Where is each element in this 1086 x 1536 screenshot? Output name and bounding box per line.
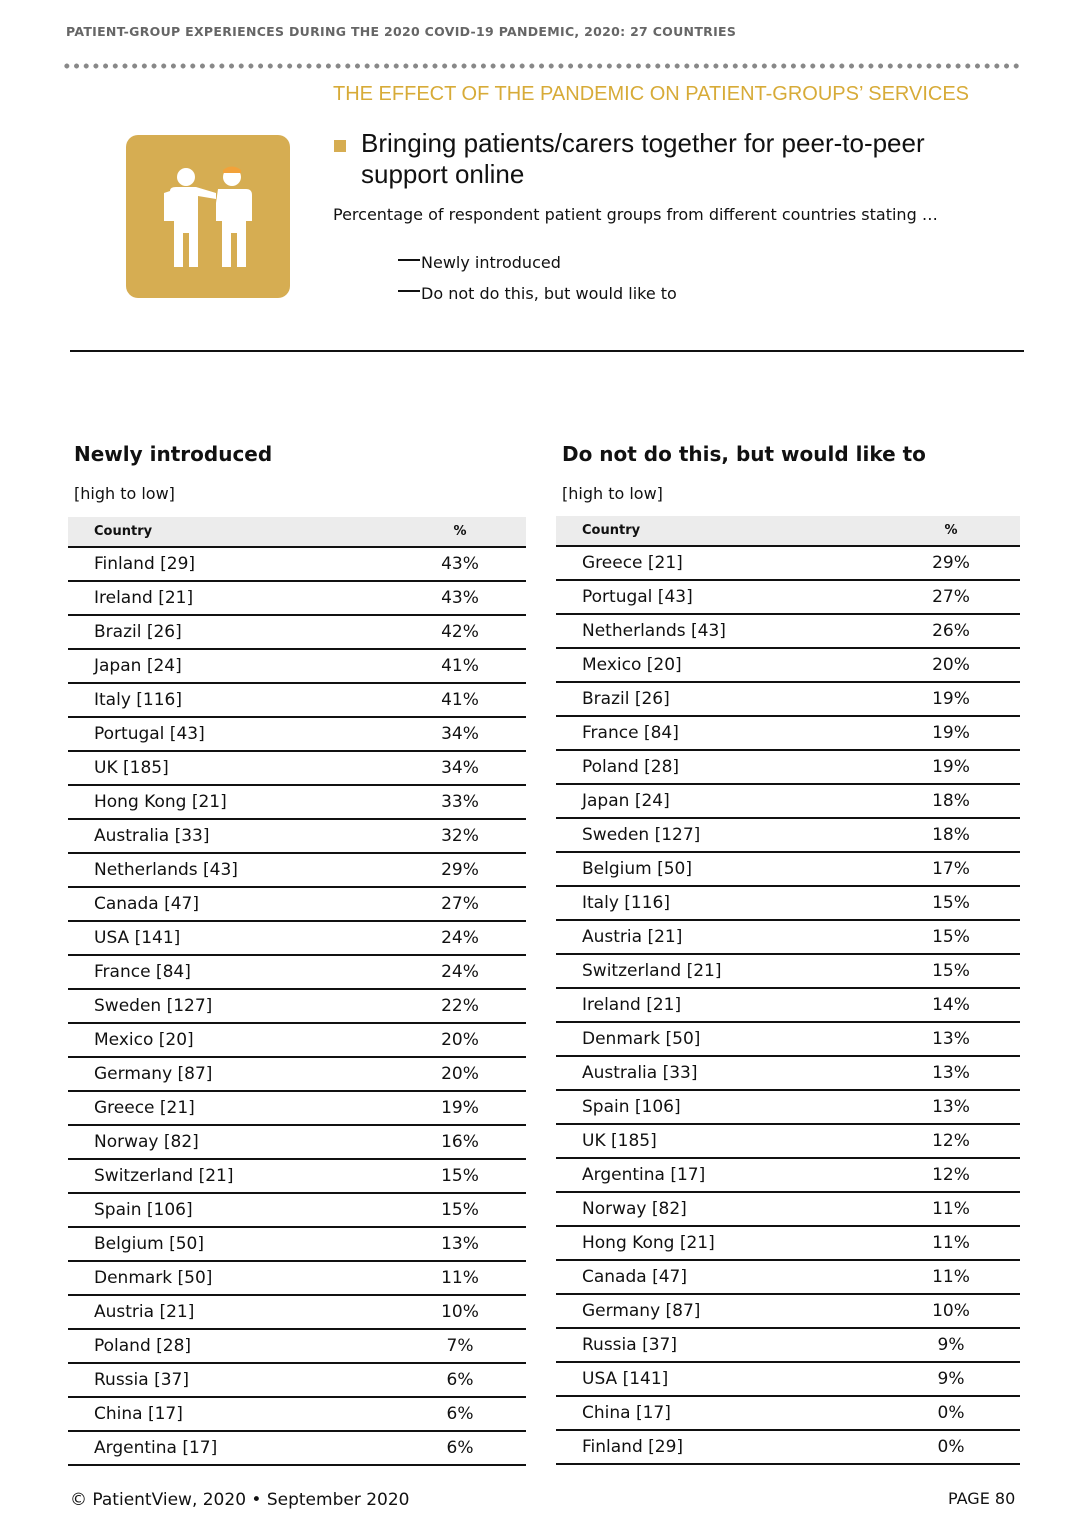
column-header-percent: % [394, 517, 526, 547]
percent-cell: 12% [882, 1124, 1020, 1158]
table-row [556, 1158, 1020, 1192]
table-row [68, 547, 526, 581]
country-cell: Austria [21] [556, 920, 882, 954]
percent-cell: 11% [882, 1260, 1020, 1294]
column-header-country: Country [68, 517, 394, 547]
table-row [556, 1362, 1020, 1396]
percent-cell: 24% [394, 955, 526, 989]
would-like-to-table [556, 516, 1020, 1465]
percent-cell: 14% [882, 988, 1020, 1022]
country-cell: Australia [33] [556, 1056, 882, 1090]
legend-item-would-like-to [398, 284, 677, 303]
percent-cell: 15% [882, 886, 1020, 920]
country-cell: Mexico [20] [68, 1023, 394, 1057]
table-row [68, 1159, 526, 1193]
country-cell: Canada [47] [68, 887, 394, 921]
page-number: PAGE 80 [948, 1489, 1016, 1508]
percent-cell: 33% [394, 785, 526, 819]
table-row [68, 785, 526, 819]
percent-cell: 22% [394, 989, 526, 1023]
heading-bullet [334, 140, 346, 152]
percent-cell: 13% [882, 1022, 1020, 1056]
topic-subheading: Percentage of respondent patient groups from different countries stating … [333, 205, 938, 224]
table-row [556, 750, 1020, 784]
country-cell: Denmark [50] [68, 1261, 394, 1295]
table-row [556, 1328, 1020, 1362]
percent-cell: 19% [882, 682, 1020, 716]
table-row [68, 751, 526, 785]
country-cell: Russia [37] [68, 1363, 394, 1397]
country-cell: Finland [29] [68, 547, 394, 581]
country-cell: Ireland [21] [556, 988, 882, 1022]
country-cell: Japan [24] [68, 649, 394, 683]
table-row [68, 853, 526, 887]
table-row [68, 717, 526, 751]
country-cell: France [84] [68, 955, 394, 989]
country-cell: UK [185] [556, 1124, 882, 1158]
topic-heading: Bringing patients/carers together for peer-to-peer support online [361, 128, 925, 189]
newly-introduced-table [68, 517, 526, 1466]
percent-cell: 13% [882, 1056, 1020, 1090]
percent-cell: 13% [394, 1227, 526, 1261]
table-row [68, 1023, 526, 1057]
percent-cell: 12% [882, 1158, 1020, 1192]
table-row [68, 1193, 526, 1227]
newly-introduced-block [68, 442, 526, 1466]
country-cell: Canada [47] [556, 1260, 882, 1294]
table-row [68, 955, 526, 989]
country-cell: USA [141] [556, 1362, 882, 1396]
percent-cell: 41% [394, 649, 526, 683]
percent-cell: 32% [394, 819, 526, 853]
table-row [68, 989, 526, 1023]
table-row [68, 1397, 526, 1431]
country-cell: Sweden [127] [556, 818, 882, 852]
country-cell: Hong Kong [21] [68, 785, 394, 819]
table-row [556, 716, 1020, 750]
country-cell: Australia [33] [68, 819, 394, 853]
table-row [556, 580, 1020, 614]
country-cell: Brazil [26] [556, 682, 882, 716]
percent-cell: 29% [394, 853, 526, 887]
percent-cell: 43% [394, 547, 526, 581]
horizontal-rule [70, 350, 1024, 352]
percent-cell: 0% [882, 1430, 1020, 1464]
table-row [556, 852, 1020, 886]
percent-cell: 15% [394, 1159, 526, 1193]
country-cell: Netherlands [43] [556, 614, 882, 648]
country-cell: Russia [37] [556, 1328, 882, 1362]
table-subtitle: [high to low] [562, 484, 663, 503]
dotted-divider [62, 62, 1022, 70]
percent-cell: 11% [882, 1192, 1020, 1226]
percent-cell: 16% [394, 1125, 526, 1159]
country-cell: Portugal [43] [68, 717, 394, 751]
percent-cell: 15% [882, 920, 1020, 954]
percent-cell: 15% [882, 954, 1020, 988]
country-cell: Greece [21] [68, 1091, 394, 1125]
country-cell: Greece [21] [556, 546, 882, 580]
country-cell: Netherlands [43] [68, 853, 394, 887]
country-cell: Switzerland [21] [556, 954, 882, 988]
table-row [556, 1430, 1020, 1464]
country-cell: Finland [29] [556, 1430, 882, 1464]
table-row [556, 682, 1020, 716]
legend-label: Newly introduced [421, 253, 561, 272]
percent-cell: 11% [882, 1226, 1020, 1260]
country-cell: Austria [21] [68, 1295, 394, 1329]
country-cell: Spain [106] [556, 1090, 882, 1124]
percent-cell: 27% [394, 887, 526, 921]
percent-cell: 13% [882, 1090, 1020, 1124]
legend-line-icon [398, 290, 420, 292]
percent-cell: 24% [394, 921, 526, 955]
table-row [556, 920, 1020, 954]
percent-cell: 41% [394, 683, 526, 717]
percent-cell: 43% [394, 581, 526, 615]
table-row [556, 954, 1020, 988]
country-cell: Italy [116] [556, 886, 882, 920]
legend-line-icon [398, 259, 420, 261]
table-row [556, 614, 1020, 648]
table-header-row [68, 517, 526, 547]
country-cell: Japan [24] [556, 784, 882, 818]
percent-cell: 26% [882, 614, 1020, 648]
legend-label: Do not do this, but would like to [421, 284, 677, 303]
percent-cell: 6% [394, 1431, 526, 1465]
table-row [556, 1260, 1020, 1294]
country-cell: Sweden [127] [68, 989, 394, 1023]
country-cell: Germany [87] [556, 1294, 882, 1328]
percent-cell: 27% [882, 580, 1020, 614]
table-row [68, 819, 526, 853]
table-row [556, 1056, 1020, 1090]
table-row [556, 648, 1020, 682]
table-row [556, 988, 1020, 1022]
country-cell: Italy [116] [68, 683, 394, 717]
country-cell: UK [185] [68, 751, 394, 785]
legend-item-newly-introduced [398, 253, 561, 272]
table-row [556, 818, 1020, 852]
percent-cell: 9% [882, 1362, 1020, 1396]
country-cell: Argentina [17] [556, 1158, 882, 1192]
country-cell: Poland [28] [68, 1329, 394, 1363]
country-cell: Argentina [17] [68, 1431, 394, 1465]
percent-cell: 9% [882, 1328, 1020, 1362]
country-cell: Norway [82] [68, 1125, 394, 1159]
table-row [68, 1431, 526, 1465]
table-row [556, 1124, 1020, 1158]
country-cell: France [84] [556, 716, 882, 750]
peer-support-icon [126, 135, 290, 298]
table-title: Newly introduced [74, 442, 273, 466]
table-row [68, 1057, 526, 1091]
table-row [68, 1363, 526, 1397]
table-row [556, 1226, 1020, 1260]
percent-cell: 7% [394, 1329, 526, 1363]
percent-cell: 0% [882, 1396, 1020, 1430]
table-row [556, 1090, 1020, 1124]
country-cell: Denmark [50] [556, 1022, 882, 1056]
country-cell: Ireland [21] [68, 581, 394, 615]
table-row [68, 1125, 526, 1159]
country-cell: Belgium [50] [68, 1227, 394, 1261]
table-row [556, 1192, 1020, 1226]
table-row [68, 1227, 526, 1261]
percent-cell: 17% [882, 852, 1020, 886]
table-row [68, 649, 526, 683]
percent-cell: 42% [394, 615, 526, 649]
table-row [556, 886, 1020, 920]
section-title: THE EFFECT OF THE PANDEMIC ON PATIENT-GROUPS’ SERVICES [333, 83, 970, 105]
country-cell: Hong Kong [21] [556, 1226, 882, 1260]
running-header: PATIENT-GROUP EXPERIENCES DURING THE 2020 COVID-19 PANDEMIC, 2020: 27 COUNTRIES [66, 24, 737, 39]
percent-cell: 15% [394, 1193, 526, 1227]
percent-cell: 6% [394, 1397, 526, 1431]
table-subtitle: [high to low] [74, 484, 175, 503]
country-cell: Switzerland [21] [68, 1159, 394, 1193]
percent-cell: 19% [394, 1091, 526, 1125]
table-header-row [556, 516, 1020, 546]
percent-cell: 34% [394, 717, 526, 751]
percent-cell: 10% [394, 1295, 526, 1329]
percent-cell: 6% [394, 1363, 526, 1397]
percent-cell: 20% [394, 1023, 526, 1057]
country-cell: Spain [106] [68, 1193, 394, 1227]
percent-cell: 18% [882, 818, 1020, 852]
table-row [556, 1022, 1020, 1056]
table-row [68, 887, 526, 921]
table-row [556, 546, 1020, 580]
table-row [68, 921, 526, 955]
footer-copyright: © PatientView, 2020 • September 2020 [70, 1490, 410, 1510]
country-cell: China [17] [556, 1396, 882, 1430]
percent-cell: 29% [882, 546, 1020, 580]
table-row [68, 615, 526, 649]
country-cell: Portugal [43] [556, 580, 882, 614]
would-like-to-block [556, 442, 1020, 1465]
table-row [68, 1295, 526, 1329]
country-cell: Germany [87] [68, 1057, 394, 1091]
percent-cell: 19% [882, 750, 1020, 784]
country-cell: Mexico [20] [556, 648, 882, 682]
country-cell: Belgium [50] [556, 852, 882, 886]
country-cell: China [17] [68, 1397, 394, 1431]
table-row [556, 1294, 1020, 1328]
table-row [68, 581, 526, 615]
table-row [556, 1396, 1020, 1430]
country-cell: Poland [28] [556, 750, 882, 784]
column-header-percent: % [882, 516, 1020, 546]
percent-cell: 10% [882, 1294, 1020, 1328]
country-cell: Brazil [26] [68, 615, 394, 649]
table-row [68, 683, 526, 717]
percent-cell: 34% [394, 751, 526, 785]
column-header-country: Country [556, 516, 882, 546]
percent-cell: 19% [882, 716, 1020, 750]
percent-cell: 18% [882, 784, 1020, 818]
country-cell: USA [141] [68, 921, 394, 955]
table-title: Do not do this, but would like to [562, 442, 926, 466]
percent-cell: 20% [394, 1057, 526, 1091]
table-row [68, 1091, 526, 1125]
country-cell: Norway [82] [556, 1192, 882, 1226]
table-row [68, 1261, 526, 1295]
percent-cell: 20% [882, 648, 1020, 682]
table-row [556, 784, 1020, 818]
percent-cell: 11% [394, 1261, 526, 1295]
table-row [68, 1329, 526, 1363]
